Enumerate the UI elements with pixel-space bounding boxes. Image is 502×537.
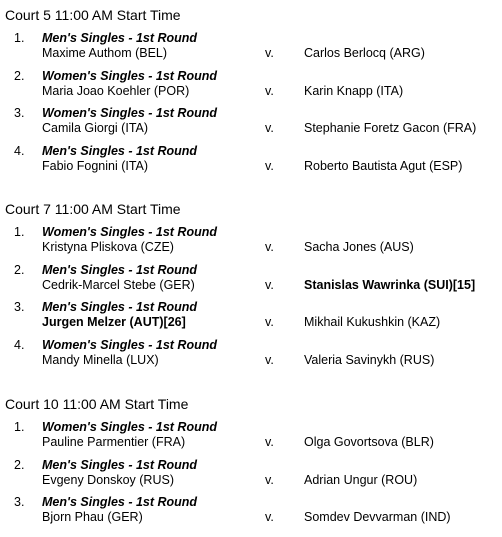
court-section: [0, 396, 502, 533]
player-one: Camila Giorgi (ITA): [42, 121, 149, 135]
versus-label: v.: [265, 46, 274, 60]
event-name: Women's Singles - 1st Round: [42, 337, 217, 352]
court-section: [0, 7, 502, 181]
event-name: Men's Singles - 1st Round: [42, 143, 198, 158]
match-row: [0, 225, 502, 259]
player-one: Mandy Minella (LUX): [42, 352, 159, 367]
player-one: Maxime Authom (BEL): [42, 46, 168, 60]
match-row: [0, 338, 502, 372]
match-number: 4.: [14, 337, 25, 352]
versus-label: v.: [265, 277, 274, 292]
player-two: Karin Knapp (ITA): [304, 83, 404, 98]
player-one: Jurgen Melzer (AUT)[26]: [42, 315, 186, 329]
event-name: Men's Singles - 1st Round: [42, 262, 198, 277]
versus-label: v.: [265, 315, 274, 329]
player-two: Olga Govortsova (BLR): [304, 435, 434, 449]
court-title: Court 10 11:00 AM Start Time: [5, 396, 189, 412]
versus-label: v.: [265, 435, 274, 449]
player-one: Evgeny Donskoy (RUS): [42, 472, 174, 487]
match-row: [0, 495, 502, 529]
court-title: Court 5 11:00 AM Start Time: [5, 7, 181, 23]
event-name: Men's Singles - 1st Round: [42, 495, 198, 509]
match-row: [0, 69, 502, 103]
event-name: Men's Singles - 1st Round: [42, 31, 198, 45]
match-number: 4.: [14, 143, 25, 158]
match-number: 3.: [14, 300, 25, 314]
event-name: Men's Singles - 1st Round: [42, 300, 198, 314]
match-row: [0, 300, 502, 334]
player-one: Cedrik-Marcel Stebe (GER): [42, 277, 195, 292]
match-number: 1.: [14, 420, 25, 434]
match-number: 1.: [14, 225, 25, 239]
player-two: Carlos Berlocq (ARG): [304, 46, 425, 60]
versus-label: v.: [265, 121, 274, 135]
player-two: Roberto Bautista Agut (ESP): [304, 158, 463, 173]
court-section: [0, 201, 502, 375]
versus-label: v.: [265, 352, 274, 367]
event-name: Women's Singles - 1st Round: [42, 225, 217, 239]
match-number: 2.: [14, 457, 25, 472]
match-row: [0, 263, 502, 297]
player-two: Stanislas Wawrinka (SUI)[15]: [304, 277, 476, 292]
event-name: Women's Singles - 1st Round: [42, 68, 217, 83]
event-name: Women's Singles - 1st Round: [42, 106, 217, 120]
player-one: Bjorn Phau (GER): [42, 510, 143, 524]
player-two: Adrian Ungur (ROU): [304, 472, 418, 487]
match-number: 2.: [14, 262, 25, 277]
court-title: Court 7 11:00 AM Start Time: [5, 201, 181, 217]
player-two: Valeria Savinykh (RUS): [304, 352, 435, 367]
match-row: [0, 420, 502, 454]
match-row: [0, 458, 502, 492]
versus-label: v.: [265, 83, 274, 98]
match-number: 2.: [14, 68, 25, 83]
player-two: Stephanie Foretz Gacon (FRA): [304, 121, 477, 135]
player-two: Somdev Devvarman (IND): [304, 510, 451, 524]
match-number: 1.: [14, 31, 25, 45]
match-row: [0, 31, 502, 65]
player-one: Pauline Parmentier (FRA): [42, 435, 186, 449]
event-name: Men's Singles - 1st Round: [42, 457, 198, 472]
player-one: Fabio Fognini (ITA): [42, 158, 149, 173]
versus-label: v.: [265, 158, 274, 173]
player-one: Maria Joao Koehler (POR): [42, 83, 190, 98]
match-number: 3.: [14, 106, 25, 120]
player-two: Sacha Jones (AUS): [304, 240, 414, 254]
event-name: Women's Singles - 1st Round: [42, 420, 217, 434]
player-two: Mikhail Kukushkin (KAZ): [304, 315, 441, 329]
match-row: [0, 106, 502, 140]
match-number: 3.: [14, 495, 25, 509]
versus-label: v.: [265, 240, 274, 254]
versus-label: v.: [265, 472, 274, 487]
match-row: [0, 144, 502, 178]
versus-label: v.: [265, 510, 274, 524]
player-one: Kristyna Pliskova (CZE): [42, 240, 174, 254]
